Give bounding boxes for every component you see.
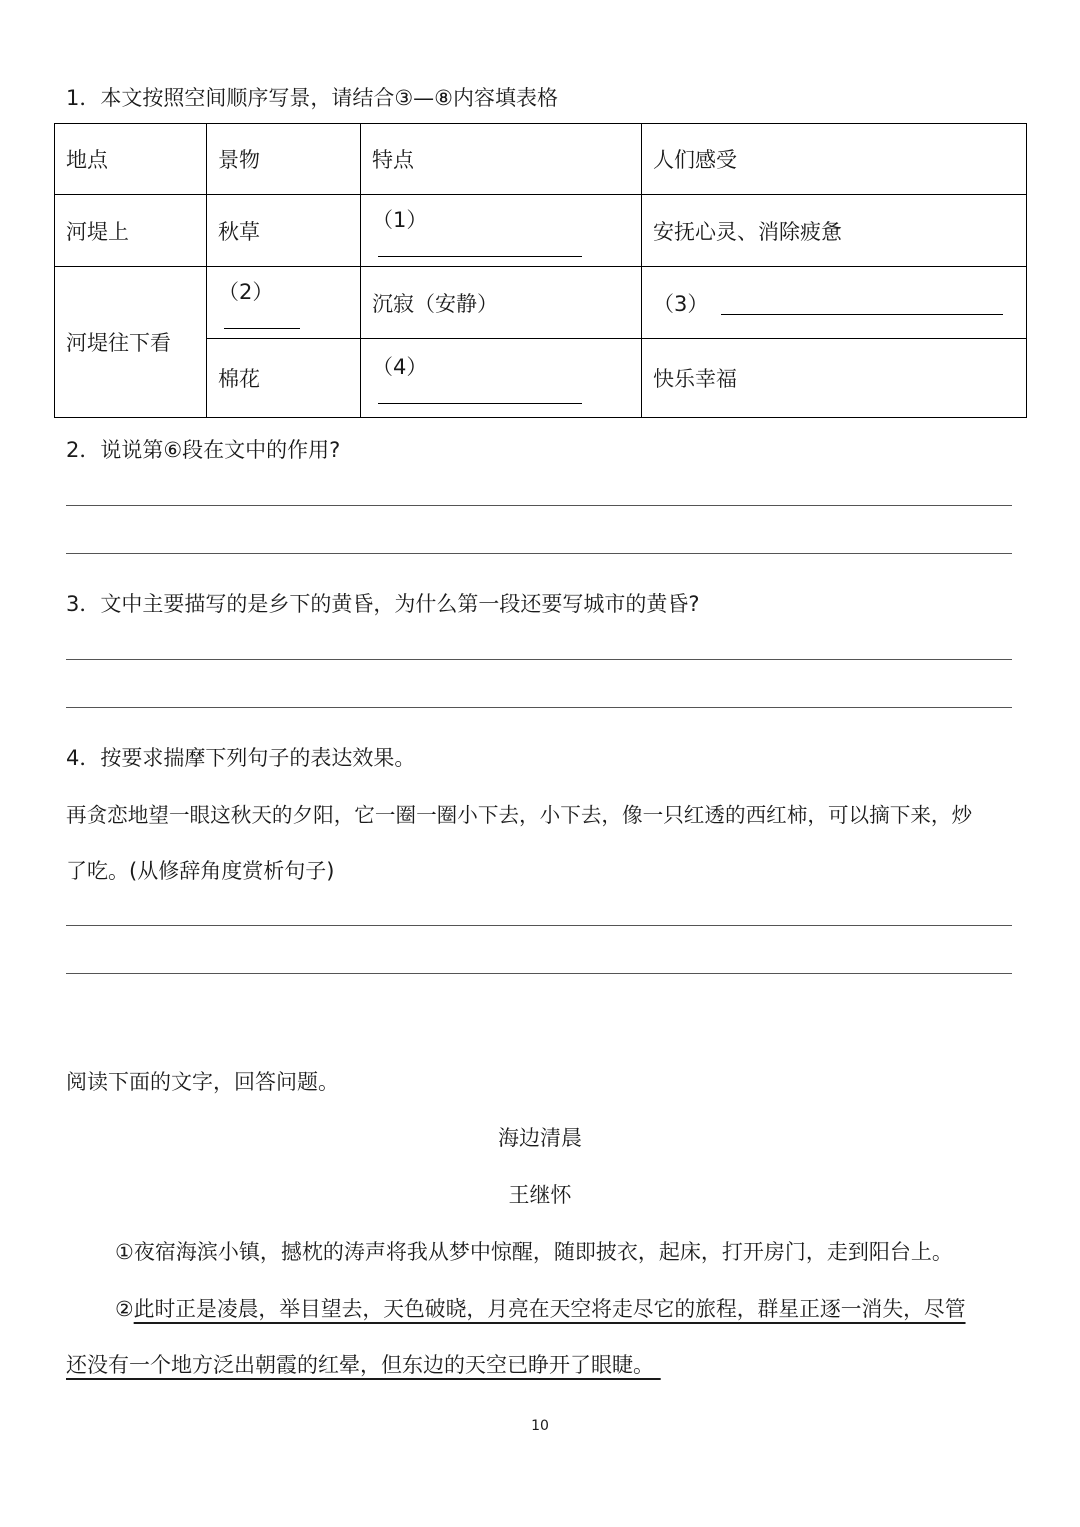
cell-place: 河堤上	[55, 195, 207, 267]
blank-label-1: （1）	[372, 207, 428, 232]
cell-feeling-blank	[642, 267, 1027, 339]
question-1-prompt: 1．本文按照空间顺序写景，请结合③—⑧内容填表格	[66, 86, 559, 110]
question-3-prompt: 3．文中主要描写的是乡下的黄昏，为什么第一段还要写城市的黄昏?	[66, 592, 700, 616]
table-row	[55, 267, 1027, 339]
underlined-text: 此时正是凌晨，举目望去，天色破晓，月亮在天空将走尽它的旅程，群星正逐一消失，尽管	[133, 1297, 966, 1321]
blank-label-3: （3）	[653, 291, 709, 316]
table-row	[55, 195, 1027, 267]
reading-intro: 阅读下面的文字，回答问题。	[66, 1070, 339, 1094]
answer-blank-2[interactable]	[224, 310, 300, 329]
answer-line[interactable]	[66, 659, 1012, 660]
cell-feature: 沉寂（安静）	[361, 267, 642, 339]
cell-scenery-blank	[207, 267, 361, 339]
header-scenery: 景物	[207, 124, 361, 195]
paragraph-number: ②	[115, 1297, 134, 1321]
underlined-text: 还没有一个地方泛出朝霞的红晕，但东边的天空已睁开了眼睫。	[66, 1353, 654, 1377]
header-place: 地点	[55, 124, 207, 195]
answer-line[interactable]	[66, 553, 1012, 554]
cell-place: 河堤往下看	[55, 267, 207, 418]
header-feature: 特点	[361, 124, 642, 195]
cell-feature-blank	[361, 195, 642, 267]
table-header-row	[55, 124, 1027, 195]
fill-in-table	[54, 123, 1027, 418]
answer-blank-4[interactable]	[378, 385, 582, 404]
page-number: 10	[531, 1418, 549, 1434]
passage-paragraph-2-line-1	[115, 1292, 966, 1322]
cell-feeling: 安抚心灵、消除疲惫	[642, 195, 1027, 267]
answer-line[interactable]	[66, 973, 1012, 974]
question-4-sentence-line-1: 再贪恋地望一眼这秋天的夕阳，它一圈一圈小下去，小下去，像一只红透的西红柿，可以摘下来，炒	[66, 803, 973, 827]
header-feeling: 人们感受	[642, 124, 1027, 195]
passage-paragraph-1: ①夜宿海滨小镇，撼枕的涛声将我从梦中惊醒，随即披衣，起床，打开房门，走到阳台上。	[115, 1240, 953, 1264]
cell-feature-blank	[361, 339, 642, 418]
cell-scenery: 棉花	[207, 339, 361, 418]
question-4-prompt: 4．按要求揣摩下列句子的表达效果。	[66, 746, 416, 770]
passage-title: 海边清晨	[498, 1126, 582, 1150]
answer-line[interactable]	[66, 925, 1012, 926]
passage-author: 王继怀	[508, 1183, 572, 1207]
question-2-prompt: 2．说说第⑥段在文中的作用?	[66, 438, 341, 462]
question-4-sentence-line-2: 了吃。(从修辞角度赏析句子)	[66, 859, 335, 883]
answer-line[interactable]	[66, 707, 1012, 708]
passage-paragraph-2-line-2	[66, 1349, 661, 1379]
cell-feeling: 快乐幸福	[642, 339, 1027, 418]
answer-blank-1[interactable]	[378, 238, 582, 257]
answer-line[interactable]	[66, 505, 1012, 506]
blank-label-2: （2）	[218, 279, 274, 304]
blank-label-4: （4）	[372, 355, 428, 379]
cell-scenery: 秋草	[207, 195, 361, 267]
answer-blank-3[interactable]	[721, 296, 1003, 315]
